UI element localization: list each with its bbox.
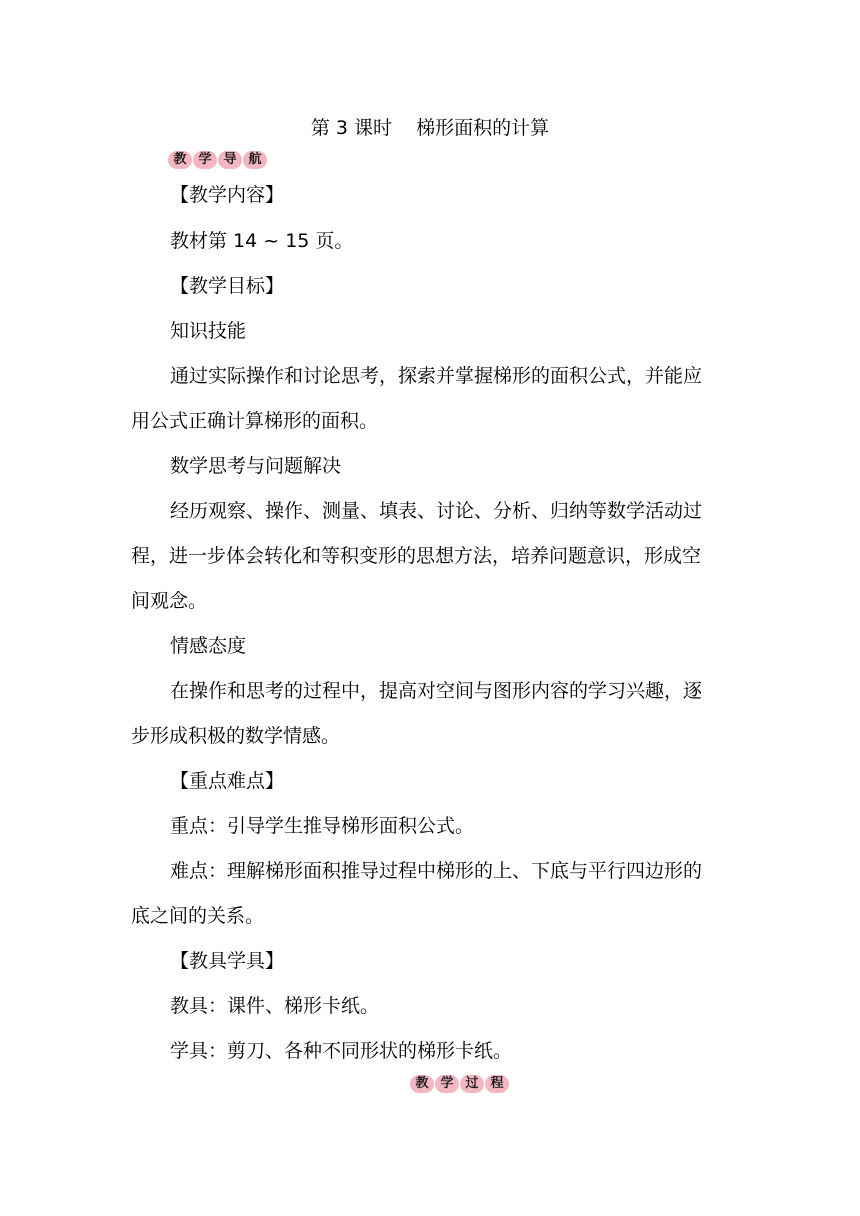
- student-tools: 学具：剪刀、各种不同形状的梯形卡纸。: [170, 1040, 513, 1062]
- teaching-navigation-badge: [168, 150, 267, 170]
- attitude-heading: 情感态度: [170, 635, 247, 657]
- paragraph-line: 间观念。: [131, 590, 208, 612]
- teacher-tools: 教具：课件、梯形卡纸。: [170, 995, 380, 1017]
- knowledge-heading: 知识技能: [170, 320, 247, 342]
- paragraph-line: 程，进一步体会转化和等积变形的思想方法，培养问题意识，形成空: [131, 545, 702, 567]
- badge-char: 教: [168, 151, 192, 169]
- badge-char: 过: [460, 1075, 484, 1093]
- difficulty-point: 难点：理解梯形面积推导过程中梯形的上、下底与平行四边形的: [170, 860, 703, 882]
- key-heading: 【重点难点】: [170, 770, 285, 792]
- paragraph-line: 用公式正确计算梯形的面积。: [131, 410, 379, 432]
- paragraph-line: 在操作和思考的过程中，提高对空间与图形内容的学习兴趣，逐: [170, 680, 703, 702]
- lesson-title: 第 3 课时 梯形面积的计算: [310, 117, 550, 139]
- content-text: 教材第 14 ~ 15 页。: [170, 230, 354, 252]
- teaching-process-badge: [410, 1074, 509, 1094]
- thinking-heading: 数学思考与问题解决: [170, 455, 342, 477]
- goal-heading: 【教学目标】: [170, 275, 285, 297]
- paragraph-line: 经历观察、操作、测量、填表、讨论、分析、归纳等数学活动过: [170, 500, 703, 522]
- key-point: 重点：引导学生推导梯形面积公式。: [170, 815, 475, 837]
- paragraph-line: 底之间的关系。: [131, 905, 265, 927]
- badge-char: 学: [435, 1075, 459, 1093]
- badge-char: 航: [243, 151, 267, 169]
- badge-char: 程: [485, 1075, 509, 1093]
- badge-char: 学: [193, 151, 217, 169]
- tools-heading: 【教具学具】: [170, 950, 285, 972]
- content-heading: 【教学内容】: [170, 184, 285, 206]
- paragraph-line: 通过实际操作和讨论思考，探索并掌握梯形的面积公式，并能应: [170, 365, 703, 387]
- paragraph-line: 步形成积极的数学情感。: [131, 725, 341, 747]
- badge-char: 教: [410, 1075, 434, 1093]
- badge-char: 导: [218, 151, 242, 169]
